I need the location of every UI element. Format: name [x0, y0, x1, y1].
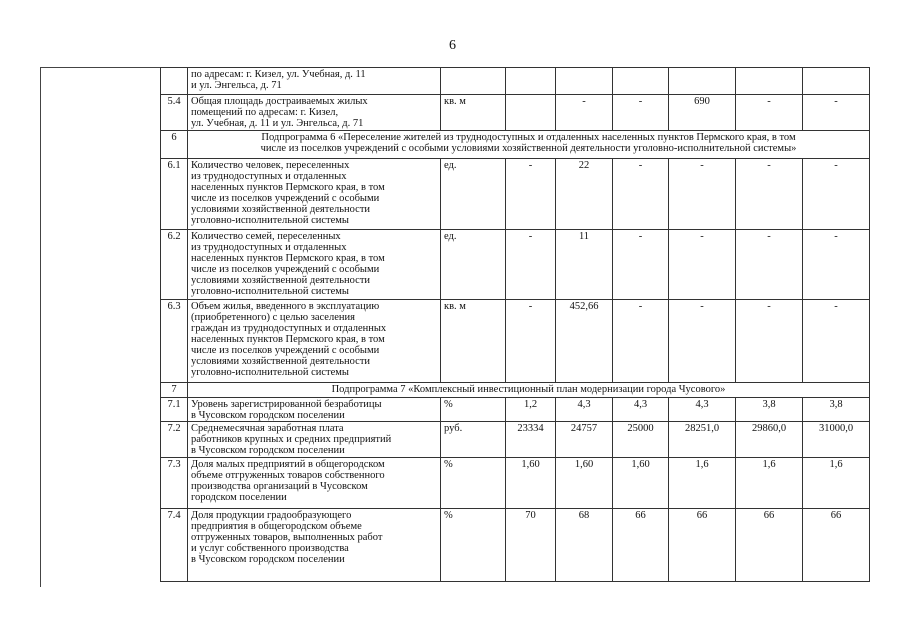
indicator-name: Среднемесячная заработная плата работников крупных и средних предприятий в Чусовском городском поселении [188, 422, 441, 458]
value-cell: 24757 [556, 422, 613, 458]
table-row [161, 509, 870, 582]
row-number: 7.2 [161, 422, 188, 458]
value-cell: 1,60 [506, 458, 556, 509]
indicator-name: по адресам: г. Кизел, ул. Учебная, д. 11 и ул. Энгельса, д. 71 [188, 68, 441, 95]
value-cell: 25000 [613, 422, 669, 458]
value-cell: - [669, 230, 736, 300]
indicator-name: Количество человек, переселенных из труднодоступных и отдаленных населенных пунктов Пермского края, в том числе из поселков учреждений с особыми условиями хозяйственной деятельности уголовно-исполнительной системы [188, 159, 441, 230]
value-cell: 1,60 [556, 458, 613, 509]
value-cell: - [803, 230, 870, 300]
table-row [161, 398, 870, 422]
row-number: 6.2 [161, 230, 188, 300]
left-margin-rule-top [40, 67, 160, 68]
subprogram-title: Подпрограмма 7 «Комплексный инвестиционный план модернизации города Чусового» [188, 383, 870, 398]
value-cell: - [506, 230, 556, 300]
indicator-name: Уровень зарегистрированной безработицы в Чусовском городском поселении [188, 398, 441, 422]
value-cell: - [669, 300, 736, 383]
value-cell: 690 [669, 95, 736, 131]
value-cell: 29860,0 [736, 422, 803, 458]
value-cell [803, 68, 870, 95]
value-cell: - [669, 159, 736, 230]
value-cell: - [736, 95, 803, 131]
value-cell: 4,3 [669, 398, 736, 422]
page-number: 6 [449, 38, 456, 53]
value-cell: 3,8 [736, 398, 803, 422]
value-cell: 1,6 [669, 458, 736, 509]
value-cell: 66 [613, 509, 669, 582]
row-number: 7.3 [161, 458, 188, 509]
value-cell: - [556, 95, 613, 131]
table-row [161, 230, 870, 300]
value-cell: 452,66 [556, 300, 613, 383]
value-cell: 31000,0 [803, 422, 870, 458]
value-cell: 4,3 [613, 398, 669, 422]
value-cell: - [613, 95, 669, 131]
row-number: 5.4 [161, 95, 188, 131]
value-cell: - [613, 230, 669, 300]
subprogram-title: Подпрограмма 6 «Переселение жителей из труднодоступных и отдаленных населенных пунктов Пермского края, в том числе из поселков учреждений с особыми условиями хозяйственной деятельности уголовно-исполнительной системы» [188, 131, 870, 159]
unit-cell: ед. [441, 159, 506, 230]
table-row [161, 95, 870, 131]
value-cell: - [803, 300, 870, 383]
unit-cell: % [441, 398, 506, 422]
indicator-name: Доля малых предприятий в общегородском объеме отгруженных товаров собственного производства организаций в Чусовском городском поселении [188, 458, 441, 509]
value-cell [613, 68, 669, 95]
value-cell [556, 68, 613, 95]
value-cell [506, 68, 556, 95]
row-number: 6.1 [161, 159, 188, 230]
value-cell: 3,8 [803, 398, 870, 422]
table-row [161, 159, 870, 230]
subprogram-row [161, 131, 870, 159]
subprogram-row [161, 383, 870, 398]
value-cell: 70 [506, 509, 556, 582]
indicator-name: Количество семей, переселенных из труднодоступных и отдаленных населенных пунктов Пермского края, в том числе из поселков учреждений с особыми условиями хозяйственной деятельности уголовно-исполнительной системы [188, 230, 441, 300]
value-cell: - [736, 300, 803, 383]
value-cell: 66 [669, 509, 736, 582]
table-row [161, 458, 870, 509]
table-row [161, 422, 870, 458]
row-number: 7 [161, 383, 188, 398]
unit-cell [441, 68, 506, 95]
unit-cell: % [441, 509, 506, 582]
value-cell: - [803, 159, 870, 230]
value-cell: 66 [736, 509, 803, 582]
unit-cell: % [441, 458, 506, 509]
table-row [161, 300, 870, 383]
value-cell: 1,2 [506, 398, 556, 422]
value-cell: 68 [556, 509, 613, 582]
value-cell: - [506, 300, 556, 383]
value-cell: 66 [803, 509, 870, 582]
value-cell: - [736, 159, 803, 230]
left-margin-rule [40, 67, 41, 587]
value-cell: 1,6 [736, 458, 803, 509]
indicator-name: Доля продукции градообразующего предприятия в общегородском объеме отгруженных товаров, выполненных работ и услуг собственного производства в Чусовском городском поселении [188, 509, 441, 582]
row-number: 7.1 [161, 398, 188, 422]
unit-cell: кв. м [441, 95, 506, 131]
row-number: 7.4 [161, 509, 188, 582]
table-row [161, 68, 870, 95]
indicator-name: Общая площадь достраиваемых жилых помещений по адресам: г. Кизел, ул. Учебная, д. 11 и ул. Энгельса, д. 71 [188, 95, 441, 131]
value-cell: - [506, 159, 556, 230]
value-cell: - [803, 95, 870, 131]
value-cell: 1,60 [613, 458, 669, 509]
value-cell: 23334 [506, 422, 556, 458]
unit-cell: руб. [441, 422, 506, 458]
value-cell [669, 68, 736, 95]
indicators-table [160, 67, 870, 582]
row-number: 6.3 [161, 300, 188, 383]
row-number: 6 [161, 131, 188, 159]
value-cell: - [613, 300, 669, 383]
value-cell [506, 95, 556, 131]
value-cell: 4,3 [556, 398, 613, 422]
value-cell: 22 [556, 159, 613, 230]
value-cell: - [613, 159, 669, 230]
value-cell: 28251,0 [669, 422, 736, 458]
unit-cell: кв. м [441, 300, 506, 383]
value-cell: 11 [556, 230, 613, 300]
indicator-name: Объем жилья, введенного в эксплуатацию (приобретенного) с целью заселения граждан из труднодоступных и отдаленных населенных пунктов Пермского края, в том числе из поселков учреждений с особыми условиями хозяйственной деятельности уголовно-исполнительной системы [188, 300, 441, 383]
row-number [161, 68, 188, 95]
unit-cell: ед. [441, 230, 506, 300]
value-cell [736, 68, 803, 95]
value-cell: - [736, 230, 803, 300]
value-cell: 1,6 [803, 458, 870, 509]
